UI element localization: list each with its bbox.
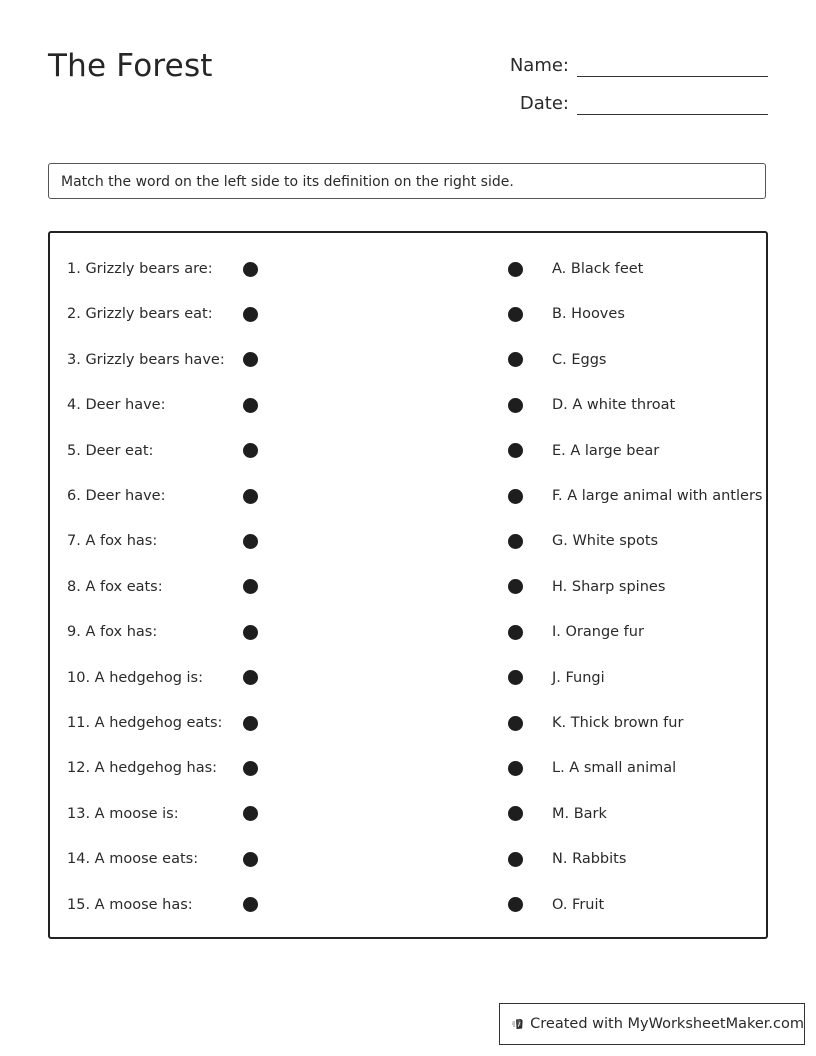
right-dot-icon[interactable] (508, 489, 523, 504)
left-dot-icon[interactable] (243, 716, 258, 731)
right-item: N. Rabbits (552, 851, 627, 868)
right-item: C. Eggs (552, 351, 607, 368)
right-dot-icon[interactable] (508, 806, 523, 821)
right-item: L. A small animal (552, 760, 677, 777)
match-row (50, 348, 766, 372)
right-dot-icon[interactable] (508, 852, 523, 867)
right-item: I. Orange fur (552, 624, 644, 641)
right-item: A. Black feet (552, 261, 644, 277)
left-dot-icon[interactable] (243, 579, 258, 594)
match-row (50, 439, 766, 463)
matching-box (48, 231, 768, 939)
left-item: 8. A fox eats: (67, 578, 163, 595)
left-dot-icon[interactable] (243, 852, 258, 867)
match-row (50, 575, 766, 599)
worksheet-maker-logo-icon (512, 1013, 524, 1035)
match-row (50, 302, 766, 326)
left-item: 3. Grizzly bears have: (67, 351, 225, 368)
match-row (50, 666, 766, 690)
name-field-row (510, 52, 768, 77)
left-dot-icon[interactable] (243, 761, 258, 776)
name-label: Name: (509, 55, 569, 76)
right-item: B. Hooves (552, 306, 625, 323)
right-dot-icon[interactable] (508, 670, 523, 685)
created-with-text: Created with MyWorksheetMaker.com (530, 1016, 804, 1032)
match-row (50, 620, 766, 644)
right-item: K. Thick brown fur (552, 715, 684, 731)
right-item: O. Fruit (552, 896, 605, 913)
match-row (50, 393, 766, 417)
match-row (50, 257, 766, 281)
right-item: E. A large bear (552, 442, 660, 459)
right-dot-icon[interactable] (508, 625, 523, 640)
right-item: M. Bark (552, 805, 607, 822)
match-row (50, 756, 766, 780)
left-item: 15. A moose has: (67, 896, 193, 913)
right-item: J. Fungi (552, 669, 605, 686)
right-dot-icon[interactable] (508, 716, 523, 731)
right-dot-icon[interactable] (508, 897, 523, 912)
left-dot-icon[interactable] (243, 625, 258, 640)
left-item: 11. A hedgehog eats: (67, 715, 223, 731)
right-dot-icon[interactable] (508, 307, 523, 322)
instructions-box: Match the word on the left side to its definition on the right side. (48, 163, 766, 199)
date-input-line[interactable] (577, 90, 768, 115)
right-dot-icon[interactable] (508, 534, 523, 549)
left-dot-icon[interactable] (243, 443, 258, 458)
left-item: 13. A moose is: (67, 805, 179, 822)
left-dot-icon[interactable] (243, 897, 258, 912)
match-row (50, 802, 766, 826)
right-dot-icon[interactable] (508, 579, 523, 594)
match-row (50, 484, 766, 508)
left-item: 9. A fox has: (67, 624, 158, 641)
right-dot-icon[interactable] (508, 352, 523, 367)
match-row (50, 893, 766, 917)
left-item: 10. A hedgehog is: (67, 669, 203, 686)
date-label: Date: (519, 93, 569, 114)
left-item: 2. Grizzly bears eat: (67, 306, 213, 323)
left-item: 7. A fox has: (67, 533, 158, 550)
left-item: 5. Deer eat: (67, 442, 154, 459)
right-dot-icon[interactable] (508, 761, 523, 776)
left-item: 14. A moose eats: (67, 851, 199, 868)
right-dot-icon[interactable] (508, 443, 523, 458)
left-dot-icon[interactable] (243, 670, 258, 685)
left-dot-icon[interactable] (243, 489, 258, 504)
right-item: H. Sharp spines (552, 578, 666, 595)
left-dot-icon[interactable] (243, 398, 258, 413)
created-with-badge[interactable] (499, 1003, 805, 1045)
right-dot-icon[interactable] (508, 398, 523, 413)
left-dot-icon[interactable] (243, 352, 258, 367)
match-row (50, 847, 766, 871)
worksheet-title: The Forest (48, 48, 213, 84)
right-item: F. A large animal with antlers (552, 488, 763, 504)
left-dot-icon[interactable] (243, 307, 258, 322)
left-item: 4. Deer have: (67, 397, 166, 414)
match-row (50, 529, 766, 553)
left-dot-icon[interactable] (243, 806, 258, 821)
left-dot-icon[interactable] (243, 534, 258, 549)
left-item: 12. A hedgehog has: (67, 760, 218, 777)
date-field-row (520, 90, 768, 115)
left-item: 6. Deer have: (67, 488, 166, 504)
name-input-line[interactable] (577, 52, 768, 77)
right-dot-icon[interactable] (508, 262, 523, 277)
match-row (50, 711, 766, 735)
left-item: 1. Grizzly bears are: (67, 261, 213, 277)
right-item: D. A white throat (552, 397, 676, 414)
left-dot-icon[interactable] (243, 262, 258, 277)
right-item: G. White spots (552, 533, 659, 550)
